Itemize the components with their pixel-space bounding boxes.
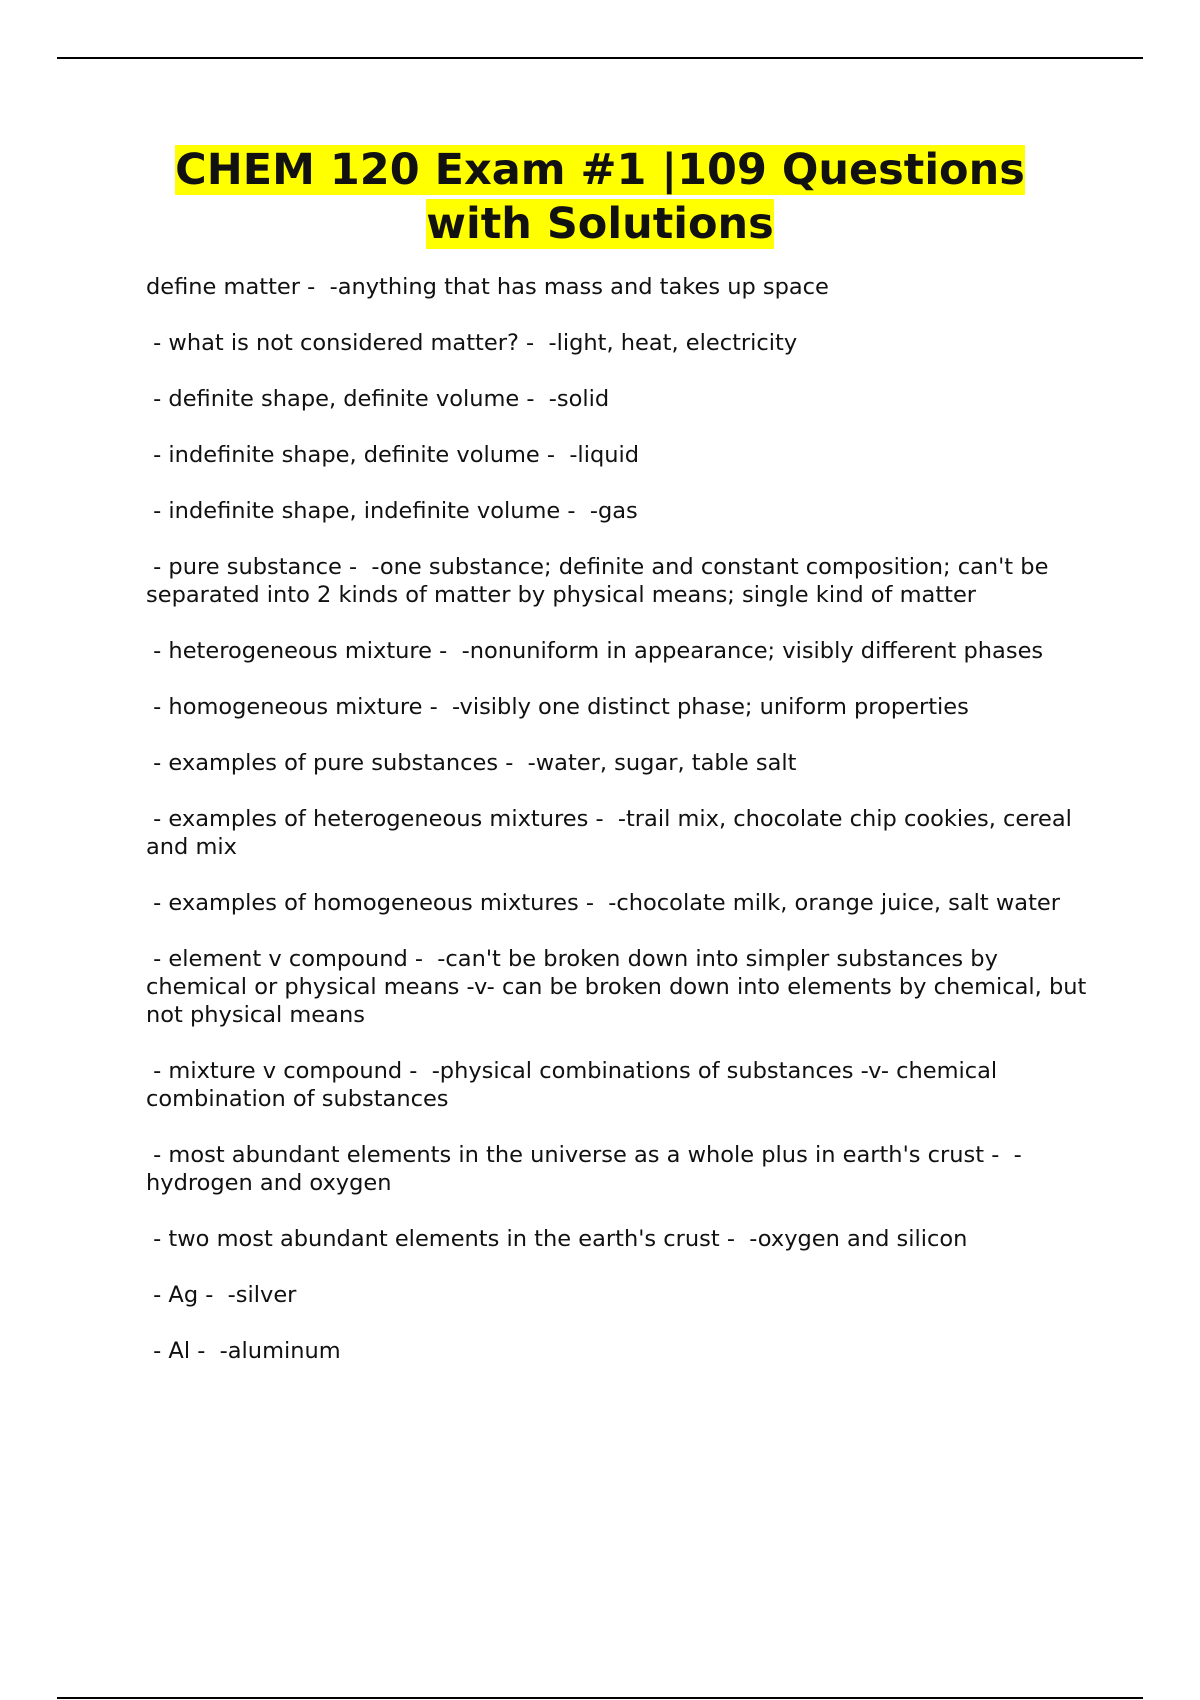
qa-item: - Ag - -silver <box>146 1282 297 1308</box>
page-title <box>100 143 1100 251</box>
qa-item: - what is not considered matter? - -light, heat, electricity <box>146 330 798 356</box>
bottom-rule <box>57 1697 1143 1699</box>
title-line-2: with Solutions <box>426 199 774 249</box>
qa-item: - pure substance - -one substance; definite and constant composition; can't be separated into 2 kinds of matter by physical means; single kind of matter <box>146 554 1056 608</box>
title-line-1: CHEM 120 Exam #1 |109 Questions <box>175 145 1025 195</box>
qa-item: - most abundant elements in the universe as a whole plus in earth's crust - -hydrogen and oxygen <box>146 1142 1022 1196</box>
qa-item: - mixture v compound - -physical combinations of substances -v- chemical combination of substances <box>146 1058 1005 1112</box>
qa-item: - heterogeneous mixture - -nonuniform in appearance; visibly different phases <box>146 638 1044 664</box>
qa-item: - examples of pure substances - -water, sugar, table salt <box>146 750 797 776</box>
qa-item: - Al - -aluminum <box>146 1338 341 1364</box>
qa-item: - definite shape, definite volume - -solid <box>146 386 610 412</box>
qa-item: - homogeneous mixture - -visibly one distinct phase; uniform properties <box>146 694 969 720</box>
qa-item: - examples of homogeneous mixtures - -chocolate milk, orange juice, salt water <box>146 890 1061 916</box>
qa-item: - indefinite shape, definite volume - -liquid <box>146 442 640 468</box>
qa-item: define matter - -anything that has mass and takes up space <box>146 274 829 300</box>
qa-item: - element v compound - -can't be broken down into simpler substances by chemical or physical means -v- can be broken down into elements by chemical, but not physical means <box>146 946 1094 1028</box>
qa-item: - two most abundant elements in the earth's crust - -oxygen and silicon <box>146 1226 968 1252</box>
top-rule <box>57 57 1143 59</box>
qa-item: - indefinite shape, indefinite volume - -gas <box>146 498 638 524</box>
qa-item: - examples of heterogeneous mixtures - -trail mix, chocolate chip cookies, cereal and mix <box>146 806 1080 860</box>
question-list <box>146 273 1096 1393</box>
